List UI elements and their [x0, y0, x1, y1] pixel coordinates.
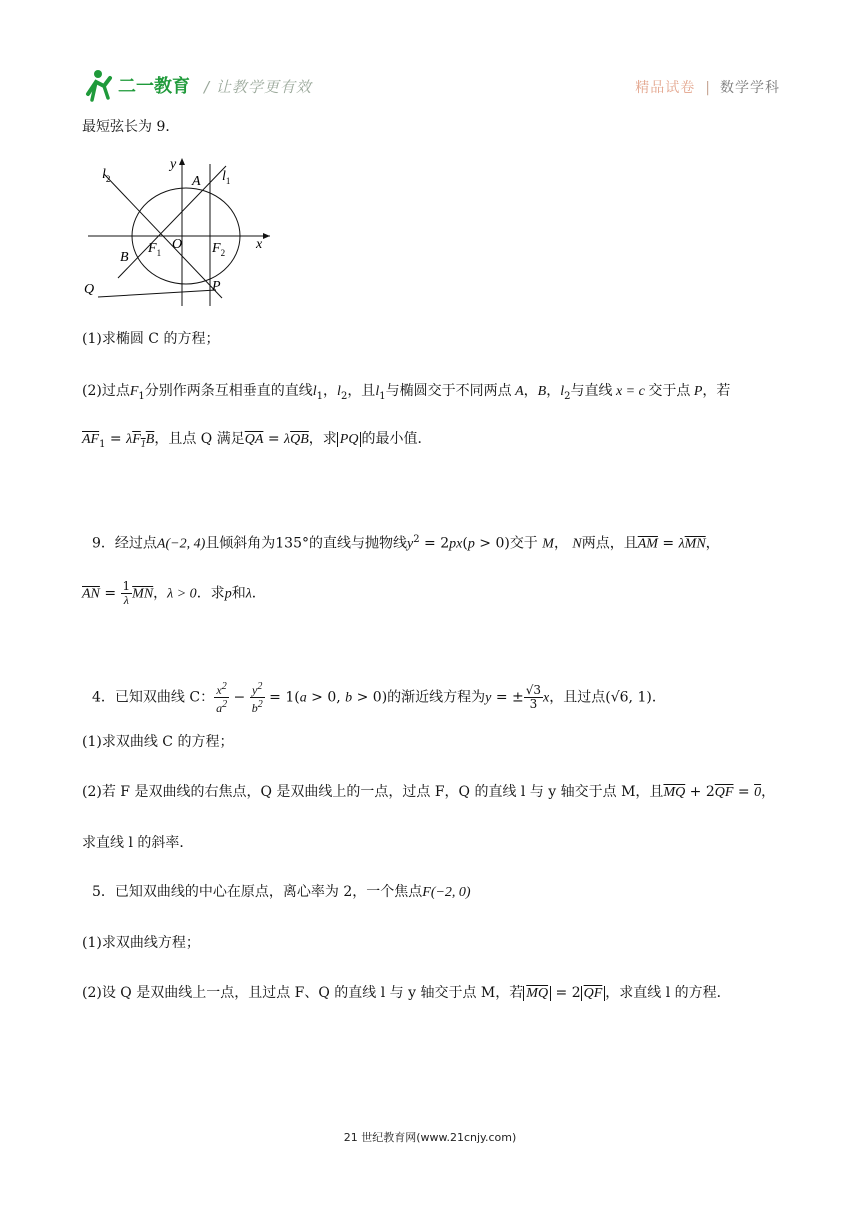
q5-part2: (2)设 Q 是双曲线上一点，且过点 F、Q 的直线 l 与 y 轴交于点 M，若 $\overline{MQ} = 2$ $\overline{QF}$ ，求直线 l 的方程．: [82, 985, 731, 1001]
q8-part2: (2)过点$F_1$分别作两条互相垂直的直线$l_1$，$l_2$，且$l_1$与椭圆交于不同两点 A，B，$l_2$与直线 x = c 交于点 P，若: [82, 383, 731, 402]
label-b: B: [120, 250, 129, 265]
x-axis-arrow: [263, 233, 270, 239]
header-right: [635, 77, 780, 97]
q5-line1: 5．已知双曲线的中心在原点，离心率为 2，一个焦点F(−2, 0): [92, 884, 471, 900]
header-separator: |: [705, 80, 710, 96]
label-f1: $F_1$: [148, 241, 162, 258]
logo-text: 二一教育: [118, 76, 190, 97]
label-q: Q: [84, 282, 95, 297]
q9-line2: $\overline{AN}$ = $\frac{1}{\lambda}$ $\overline{MN}$，λ > 0．求p和λ．: [82, 579, 266, 607]
header-tag-a: 精品试卷: [635, 80, 696, 96]
footer: 21 世纪教育网(www.21cnjy.com): [343, 1131, 517, 1144]
label-f2: $F_2$: [212, 241, 226, 258]
q4-part2: (2)若 F 是双曲线的右焦点，Q 是双曲线上的一点，过点 F，Q 的直线 l 与 y 轴交于点 M，且$\overline{MQ} + 2\overline{QF} = 0$，: [82, 784, 776, 800]
label-l1: $l_1$: [222, 169, 231, 186]
logo: [82, 66, 194, 102]
label-y: y: [170, 157, 177, 172]
label-l2: $l_2$: [102, 167, 111, 184]
header-tag-b: 数学学科: [720, 80, 780, 96]
label-p: P: [212, 279, 221, 294]
q9-line1: 9．经过点A(−2, 4)且倾斜角为135°的直线与抛物线$y^2 = 2px(p > 0)$交于 M， N两点，且$\overline{AM} = \lambda\overline{MN}$，: [92, 534, 720, 552]
label-a: A: [192, 174, 201, 189]
y-axis-arrow: [179, 158, 185, 165]
ellipse-figure: [80, 150, 280, 310]
q4-line1: 4．已知双曲线 C： $\frac{x^2}{a^2}$ − $\frac{y^2}{b^2}$ = 1(a > 0, b > 0)的渐近线方程为y = ± $\frac{√3}{3}$ x，且过点(√6, 1)．: [92, 681, 666, 715]
q5-part1: (1)求双曲线方程；: [82, 935, 200, 951]
label-x: x: [256, 237, 263, 252]
segment-pq: [98, 290, 216, 297]
slogan: / 让教学更有效: [204, 78, 312, 96]
label-o: O: [172, 237, 183, 252]
q8-part3: $\overline{AF}_1 = \lambda F_1B$，且点 Q 满足$\overline{QA} = \lambda\overline{QB}$，求 PQ 的最小值．: [82, 431, 432, 450]
q8-part1: (1)求椭圆 C 的方程；: [82, 331, 220, 347]
q4-part3: 求直线 l 的斜率．: [82, 835, 194, 851]
q4-part1: (1)求双曲线 C 的方程；: [82, 734, 234, 750]
paragraph-top: 最短弦长为 9．: [82, 119, 180, 135]
